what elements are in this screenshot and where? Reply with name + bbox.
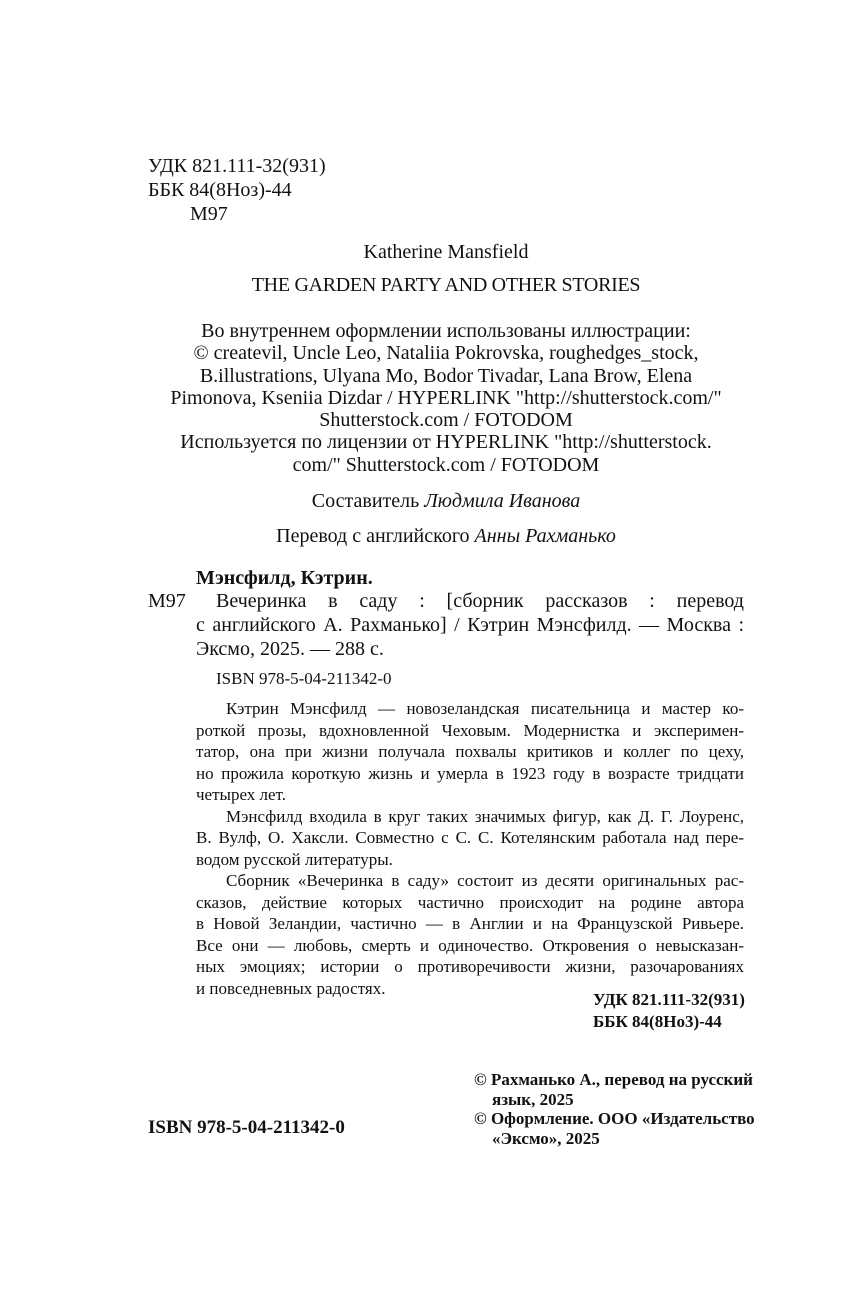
abstract-line: и повседневных радостях.: [196, 978, 386, 998]
illustrations-credits: [100, 320, 792, 476]
isbn-bottom: ISBN 978-5-04-211342-0: [148, 1117, 345, 1138]
classification-block: [148, 154, 326, 226]
illustrations-line: B.illustrations, Ulyana Mo, Bodor Tivadar, Lana Brow, Elena: [199, 364, 693, 387]
author-mark: М97: [190, 203, 228, 225]
catalog-line: Эксмо, 2025. — 288 с.: [196, 638, 384, 660]
catalog-description: [216, 589, 744, 613]
bbk-code: ББК 84(8Ноз)-44: [148, 179, 292, 201]
illustrations-line: Pimonova, Kseniia Dizdar / HYPERLINK "http://shutterstock.com/": [170, 386, 722, 409]
catalog-isbn: ISBN 978-5-04-211342-0: [216, 669, 392, 688]
illustrations-line: Во внутреннем оформлении использованы иллюстрации:: [201, 320, 691, 342]
abstract-line: Кэтрин Мэнсфилд — новозеландская писательница и мастер ко-: [226, 699, 744, 718]
abstract-line: сказов, действие которых частично происходит на родине автора: [196, 892, 744, 912]
illustrations-line: com/" Shutterstock.com / FOTODOM: [292, 453, 600, 476]
abstract-line: В. Вулф, О. Хаксли. Совместно с С. С. Котелянским работала над пере-: [196, 828, 744, 847]
bottom-udk-code: УДК 821.111-32(931): [593, 990, 745, 1009]
abstract: [196, 698, 744, 999]
abstract-line: Мэнсфилд входила в круг таких значимых фигур, как Д. Г. Лоуренс,: [226, 806, 744, 826]
compiler-name: Людмила Иванова: [424, 490, 581, 512]
original-author: Katherine Mansfield: [363, 241, 529, 263]
catalog-description-cont: [196, 613, 744, 661]
compiler-label: Составитель: [311, 490, 420, 512]
illustrations-line: © createvil, Uncle Leo, Nataliia Pokrovska, roughedges_stock,: [193, 342, 699, 365]
compiler-line: [0, 489, 844, 513]
illustrations-line: Shutterstock.com / FOTODOM: [319, 409, 573, 432]
bottom-bbk-code: ББК 84(8Но3)-44: [593, 1011, 722, 1031]
catalog-line: Вечеринка в саду : [сборник рассказов : перевод: [216, 590, 744, 612]
copyrights: [474, 1070, 755, 1148]
translator-line: [0, 524, 844, 548]
catalog-line: с английского А. Рахманько] / Кэтрин Мэнсфилд. — Москва :: [196, 614, 744, 636]
udk-code: УДК 821.111-32(931): [148, 155, 326, 177]
illustrations-line: Используется по лицензии от HYPERLINK "http://shutterstock.: [180, 431, 712, 454]
copyright-line: © Оформление. ООО «Издательство: [474, 1109, 755, 1128]
copyright-line: язык, 2025: [492, 1089, 574, 1109]
translator-name: Анны Рахманько: [474, 525, 616, 547]
catalog-heading: Мэнсфилд, Кэтрин.: [196, 567, 373, 589]
bottom-codes: [593, 989, 745, 1032]
abstract-line: в Новой Зеландии, частично — в Англии и на Французской Ривьере.: [196, 914, 744, 933]
abstract-paragraph: [196, 806, 744, 871]
abstract-paragraph: [196, 698, 744, 806]
copyright-line: «Эксмо», 2025: [492, 1128, 600, 1148]
translator-label: Перевод с английского: [276, 525, 470, 547]
original-title: THE GARDEN PARTY AND OTHER STORIES: [251, 274, 641, 296]
abstract-line: татор, она при жизни получала похвалы критиков и коллег по цеху,: [196, 742, 744, 761]
abstract-line: ных эмоциях; истории о противоречивости жизни, разочарованиях: [196, 957, 744, 976]
abstract-line: четырех лет.: [196, 785, 286, 804]
abstract-line: роткой прозы, вдохновленной Чеховым. Модернистка и эксперимен-: [196, 720, 744, 740]
abstract-line: но прожила короткую жизнь и умерла в 1923 году в возрасте тридцати: [196, 763, 744, 783]
abstract-line: Все они — любовь, смерть и одиночество. Откровения о невысказан-: [196, 935, 744, 955]
copyright-line: © Рахманько А., перевод на русский: [474, 1070, 753, 1089]
abstract-paragraph: [196, 870, 744, 999]
abstract-line: Сборник «Вечеринка в саду» состоит из десяти оригинальных рас-: [226, 871, 744, 890]
catalog-mark: М97: [148, 590, 186, 612]
abstract-line: водом русской литературы.: [196, 849, 393, 869]
